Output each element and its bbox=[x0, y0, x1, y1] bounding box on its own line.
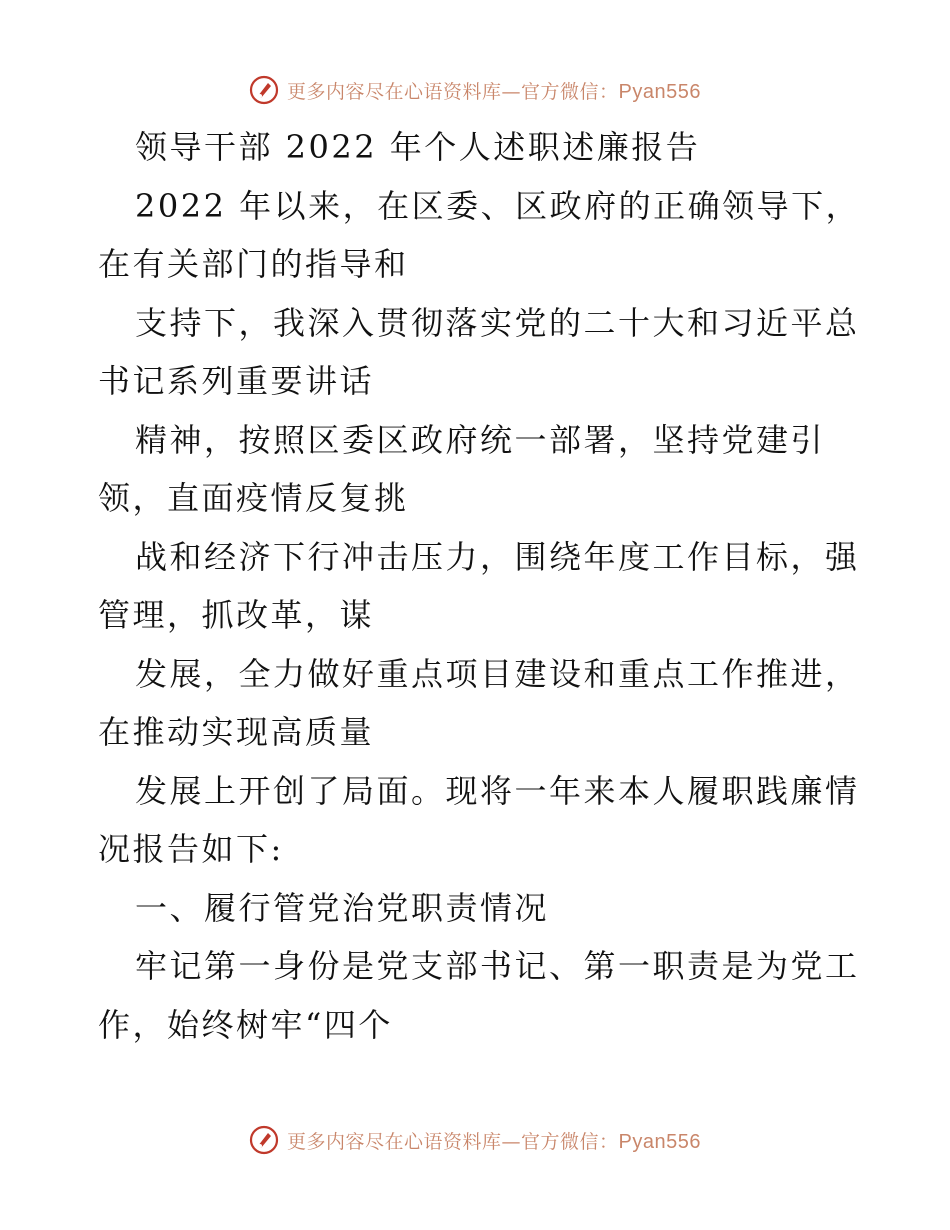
document-title: 领导干部 2022 年个人述职述廉报告 bbox=[135, 128, 701, 166]
paragraph-line: 管理，抓改革，谋 bbox=[98, 596, 375, 634]
section-heading: 一、履行管党治党职责情况 bbox=[135, 889, 550, 927]
watermark-footer bbox=[0, 1120, 950, 1160]
paragraph-line: 在推动实现高质量 bbox=[98, 713, 375, 751]
paragraph-line: 在有关部门的指导和 bbox=[98, 245, 409, 283]
paragraph-line: 况报告如下: bbox=[98, 830, 284, 868]
paragraph-line: 书记系列重要讲话 bbox=[98, 362, 375, 400]
paragraph-line: 作，始终树牢“四个 bbox=[98, 1006, 393, 1044]
paragraph-line: 精神，按照区委区政府统一部署，坚持党建引 bbox=[135, 421, 826, 459]
watermark-header bbox=[0, 70, 950, 110]
paragraph-line: 支持下，我深入贯彻落实党的二十大和习近平总 bbox=[135, 304, 860, 342]
paragraph-line: 牢记第一身份是党支部书记、第一职责是为党工 bbox=[135, 947, 860, 985]
paragraph-line: 领，直面疫情反复挑 bbox=[98, 479, 409, 517]
pen-nib-logo-icon bbox=[249, 75, 279, 105]
pen-nib-logo-icon bbox=[249, 1125, 279, 1155]
paragraph-line: 战和经济下行冲击压力，围绕年度工作目标，强 bbox=[135, 538, 860, 576]
paragraph-line: 2022 年以来，在区委、区政府的正确领导下， bbox=[135, 187, 861, 225]
watermark-text: 更多内容尽在心语资料库—官方微信：Pyan556 bbox=[287, 1130, 701, 1153]
watermark-text: 更多内容尽在心语资料库—官方微信：Pyan556 bbox=[287, 80, 701, 103]
paragraph-line: 发展上开创了局面。现将一年来本人履职践廉情 bbox=[135, 772, 860, 810]
paragraph-line: 发展，全力做好重点项目建设和重点工作推进， bbox=[135, 655, 860, 693]
